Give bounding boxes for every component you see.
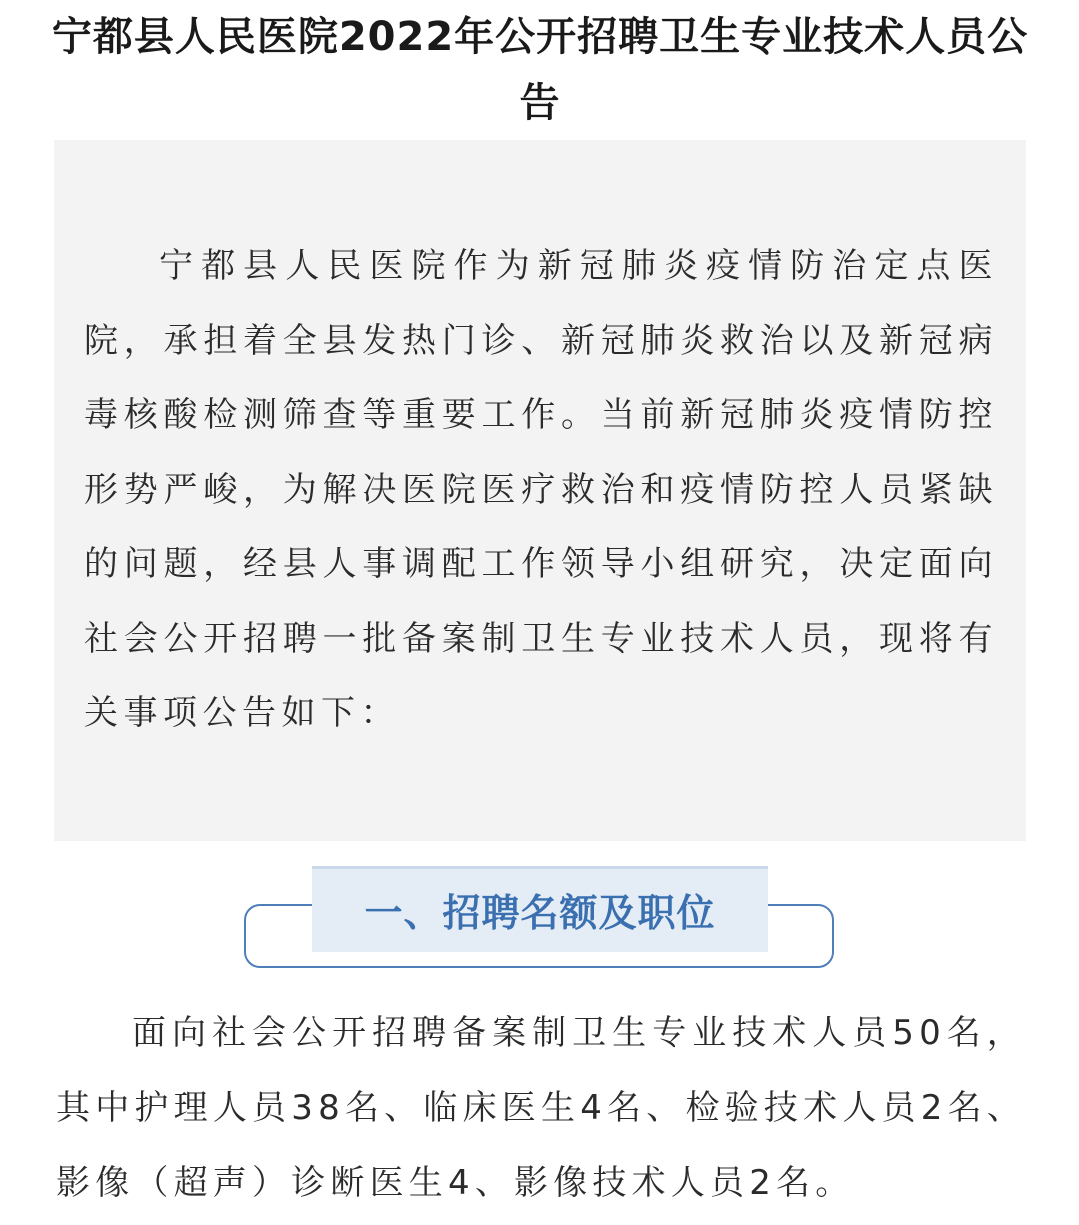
section-body-paragraph: 面向社会公开招聘备案制卫生专业技术人员50名，其中护理人员38名、临床医生4名、检验技术人员2名、影像（超声）诊断医生4、影像技术人员2名。 [56,1013,1026,1203]
section-heading-text: 一、招聘名额及职位 [364,891,716,935]
intro-paragraph: 宁都县人民医院作为新冠肺炎疫情防治定点医院，承担着全县发热门诊、新冠肺炎救治以及新冠病毒核酸检测筛查等重要工作。当前新冠肺炎疫情防控形势严峻，为解决医院医疗救治和疫情防控人员紧缺的问题，经县人事调配工作领导小组研究，决定面向社会公开招聘一批备案制卫生专业技术人员，现将有关事项公告如下： [84,246,998,733]
page-title: 宁都县人民医院2022年公开招聘卫生专业技术人员公告 [51,14,1029,126]
section-heading [244,866,836,970]
